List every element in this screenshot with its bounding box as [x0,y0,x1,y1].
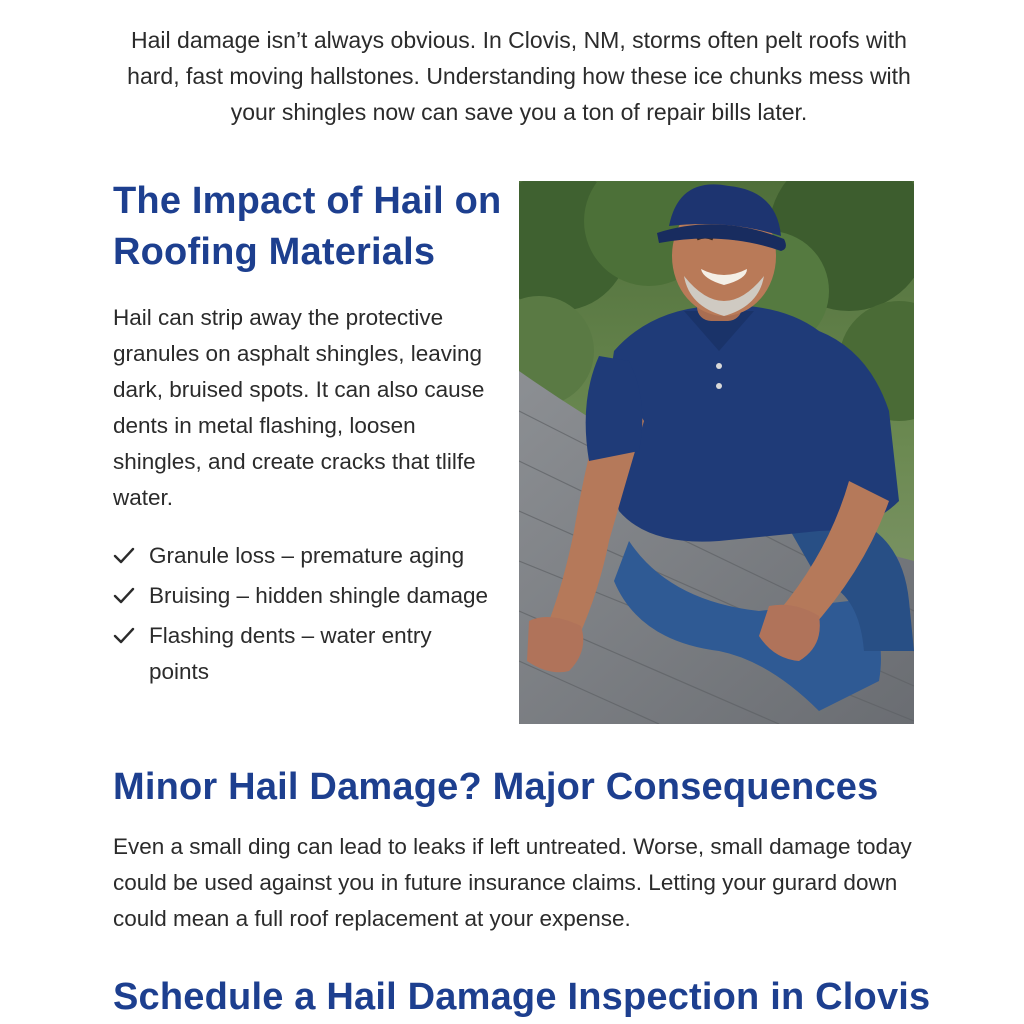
check-icon [113,546,135,566]
damage-checklist [113,538,493,694]
impact-heading: The Impact of Hail on Roofing Materials [113,180,502,273]
list-item [113,618,493,690]
check-icon [113,626,135,646]
list-item [113,578,493,614]
checklist-item-text: Granule loss – premature aging [149,543,465,568]
impact-paragraph: Hail can strip away the protective granules on asphalt shingles, leaving dark, bruised spots. It can also cause dents in metal flashing, loosen shingles, and create cracks that tlilfe water. [113,305,485,510]
check-icon [113,586,135,606]
schedule-inspection-heading: Schedule a Hail Damage Inspection in Clovis [113,976,931,1018]
checklist-item-text: Bruising – hidden shingle damage [149,583,488,608]
list-item [113,538,493,574]
checklist-item-text: Flashing dents – water entry points [149,623,432,684]
roofer-illustration [519,181,914,724]
minor-damage-paragraph: Even a small ding can lead to leaks if left untreated. Worse, small damage today could be used against you in future insurance claims. Letting your gurard down could mean a full roof replacement at your expense. [113,834,912,931]
intro-paragraph: Hail damage isn’t always obvious. In Clovis, NM, storms often pelt roofs with hard, fast moving hallstones. Understanding how these ice chunks mess with your shingles now can save you a ton of repair bills later. [127,27,911,125]
minor-damage-heading: Minor Hail Damage? Major Consequences [113,766,879,808]
roofer-photo [519,181,914,724]
